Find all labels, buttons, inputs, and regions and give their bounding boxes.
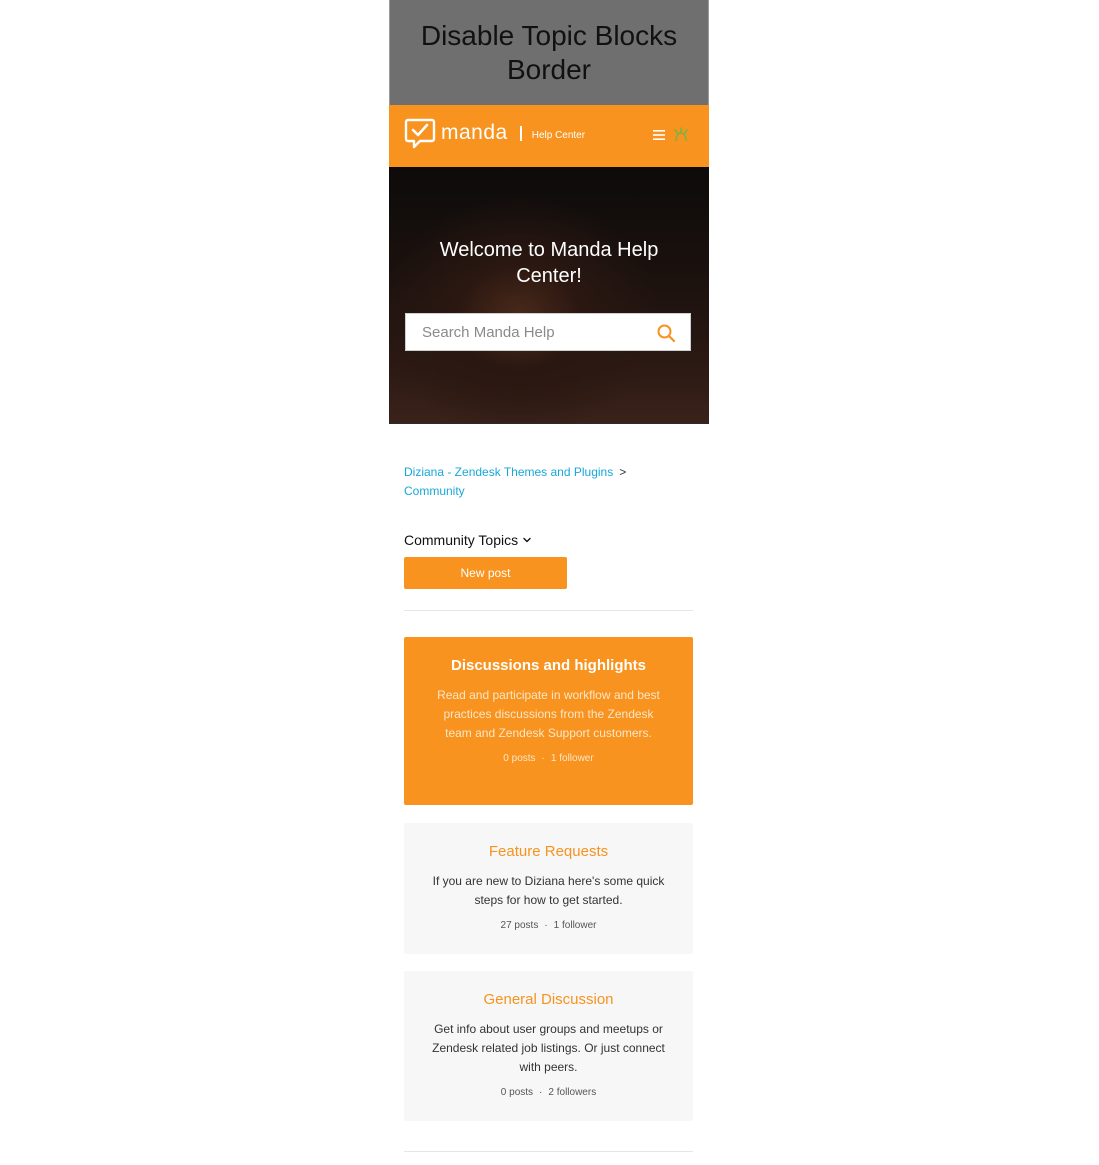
breadcrumb-link-community[interactable]: Community [404, 484, 465, 498]
topic-post-count: 0 posts [503, 753, 536, 764]
community-topics-label: Community Topics [404, 532, 519, 548]
search-box [405, 313, 691, 351]
logo-separator [520, 126, 522, 141]
section-divider [404, 610, 693, 611]
topic-post-count: 0 posts [500, 1087, 534, 1098]
logo-subtitle: Help Center [531, 129, 586, 141]
user-icon[interactable] [671, 125, 691, 145]
topic-card-general-discussion[interactable] [404, 971, 693, 1121]
topic-card-discussions[interactable] [404, 637, 693, 805]
new-post-button[interactable]: New post [404, 557, 567, 589]
topic-meta [404, 753, 693, 764]
topic-title: General Discussion [483, 991, 614, 1008]
logo-wordmark: manda [441, 121, 508, 144]
breadcrumb-separator: > [619, 465, 627, 479]
hero-banner [389, 167, 709, 424]
hero-title: Welcome to Manda Help Center! [439, 239, 659, 287]
page-frame [389, 0, 709, 1165]
menu-icon[interactable] [652, 128, 666, 142]
meta-separator: · [541, 753, 545, 764]
topic-meta [404, 1087, 693, 1098]
topic-follower-count: 2 followers [548, 1087, 597, 1098]
logo[interactable] [404, 117, 585, 149]
topic-meta [404, 920, 693, 931]
topic-description: Read and participate in workflow and best practices discussions from the Zendesk team and Zendesk Support customers. [437, 688, 660, 740]
topic-description: If you are new to Diziana here's some quick steps for how to get started. [432, 874, 665, 907]
topic-card-feature-requests[interactable] [404, 823, 693, 954]
topic-follower-count: 1 follower [553, 920, 597, 931]
meta-separator: · [544, 920, 548, 931]
community-topics-dropdown[interactable] [404, 532, 532, 548]
chevron-down-icon [522, 535, 532, 545]
breadcrumb [404, 463, 699, 501]
caption-text: Disable Topic Blocks Border [420, 19, 678, 85]
site-header [389, 105, 709, 167]
meta-separator: · [539, 1087, 543, 1098]
logo-check-bubble-icon [404, 117, 436, 149]
topic-title: Discussions and highlights [450, 657, 647, 674]
topic-description: Get info about user groups and meetups or Zendesk related job listings. Or just connect with peers. [432, 1022, 665, 1074]
topic-title: Feature Requests [488, 843, 609, 860]
bottom-divider [404, 1151, 693, 1152]
breadcrumb-link-home[interactable]: Diziana - Zendesk Themes and Plugins [404, 465, 614, 479]
caption-banner [389, 0, 709, 105]
search-icon[interactable] [656, 323, 676, 343]
search-input[interactable] [406, 323, 644, 342]
topic-post-count: 27 posts [500, 920, 539, 931]
topic-follower-count: 1 follower [550, 753, 594, 764]
